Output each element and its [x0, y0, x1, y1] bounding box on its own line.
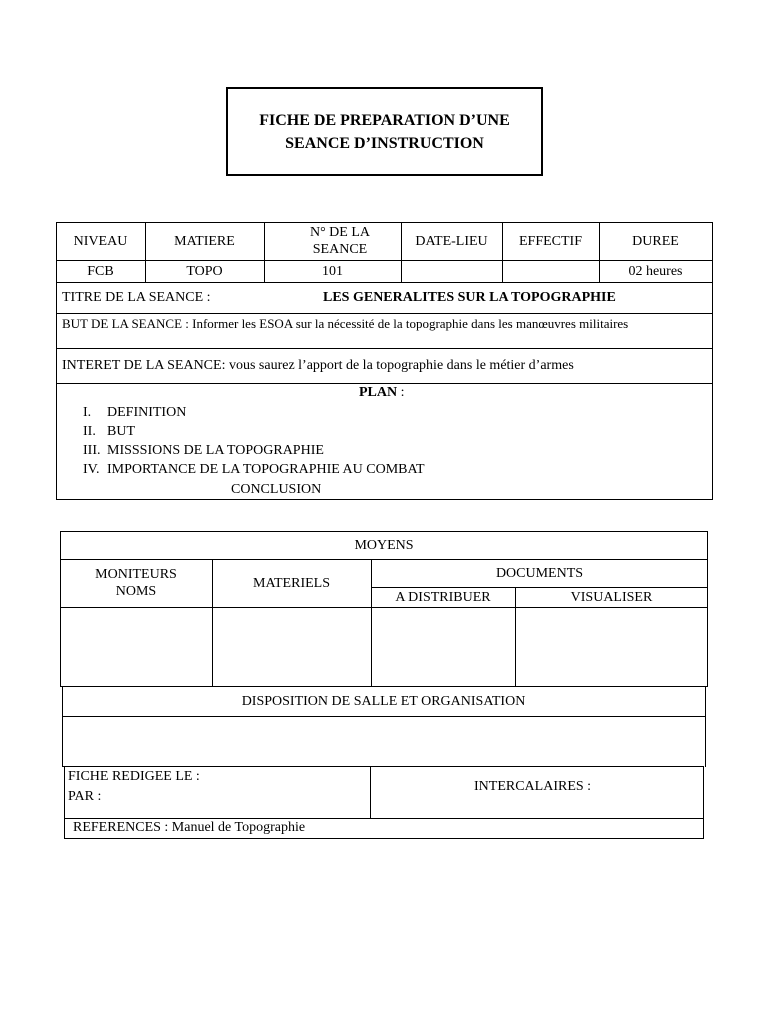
title-line-1: FICHE DE PREPARATION D’UNE: [259, 111, 510, 129]
plan-item-number: IV.: [83, 462, 100, 477]
interet-text: INTERET DE LA SEANCE: vous saurez l’apport de la topographie dans le métier d’armes: [62, 358, 574, 373]
plan-item-number: II.: [83, 424, 96, 439]
visualiser-header: VISUALISER: [570, 589, 653, 605]
plan-item: IMPORTANCE DE LA TOPOGRAPHIE AU COMBAT: [107, 462, 425, 477]
value-date-lieu: [401, 260, 502, 282]
references-text: REFERENCES : Manuel de Topographie: [73, 820, 306, 835]
header-matiere: MATIERE: [174, 233, 235, 249]
disposition-title: DISPOSITION DE SALLE ET ORGANISATION: [241, 694, 526, 709]
document-title: [226, 87, 543, 176]
materiels-header: MATERIELS: [253, 575, 330, 591]
header-effectif: EFFECTIF: [518, 233, 582, 249]
title-line-2: SEANCE D’INSTRUCTION: [285, 134, 484, 152]
value-niveau: FCB: [87, 263, 114, 279]
titre-value: LES GENERALITES SUR LA TOPOGRAPHIE: [323, 290, 616, 305]
value-duree: 02 heures: [628, 263, 683, 279]
header-date-lieu: DATE-LIEU: [415, 233, 488, 249]
documents-header: DOCUMENTS: [495, 565, 584, 581]
value-numero-seance: 101: [322, 263, 343, 279]
intercalaires-label: INTERCALAIRES :: [474, 779, 592, 794]
plan-item-number: III.: [83, 443, 101, 458]
header-numero-seance: N° DE LA SEANCE: [309, 225, 371, 257]
a-distribuer-header: A DISTRIBUER: [395, 589, 491, 605]
header-duree: DUREE: [632, 233, 679, 249]
plan-item: DEFINITION: [107, 405, 187, 420]
fiche-redigee-label: FICHE REDIGEE LE :: [68, 769, 200, 784]
plan-conclusion: CONCLUSION: [231, 482, 322, 497]
but-text: BUT DE LA SEANCE : Informer les ESOA sur la nécessité de la topographie dans les manœuvres militaires: [62, 316, 629, 331]
value-effectif: [502, 260, 599, 282]
plan-item-number: I.: [83, 405, 92, 420]
value-matiere: TOPO: [186, 263, 223, 279]
plan-heading: PLAN :: [359, 385, 405, 400]
moyens-title: MOYENS: [354, 537, 414, 553]
header-niveau: NIVEAU: [73, 233, 128, 249]
plan-item: MISSSIONS DE LA TOPOGRAPHIE: [107, 443, 324, 458]
titre-label: TITRE DE LA SEANCE :: [62, 290, 211, 305]
par-label: PAR :: [68, 789, 102, 804]
plan-item: BUT: [107, 424, 135, 439]
moniteurs-noms-header: MONITEURS NOMS: [95, 567, 177, 599]
